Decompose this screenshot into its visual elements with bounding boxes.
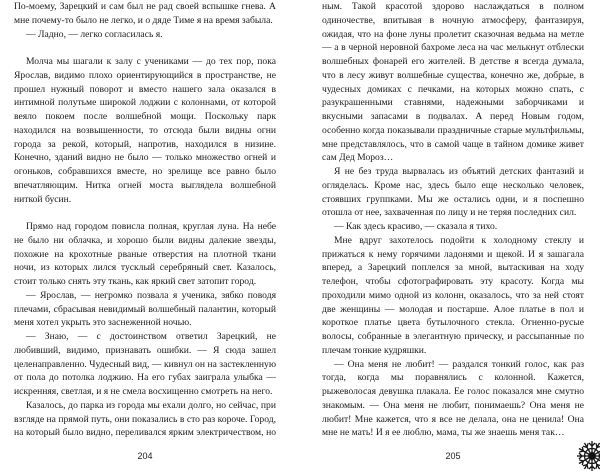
paragraph: — Ладно, — легко согласилась я. xyxy=(26,28,163,40)
paragraph: — Как здесь красиво, — сказала я тихо. xyxy=(334,221,498,232)
paragraph: ным. Такой красотой здорово наслаждаться в полном одиночестве, впитывая в ночную атмосферу, фантазируя, ожидая, что на фоне луны пролетит сказочная ведьма на метле — а в черной неровной бахроме леса на час мелькнут отблески волшебных фонарей его жителей. В детстве я всегда думала, что в лесу живут волшебные существа, конечно же, добрые, в чудесных домиках с печками, на которых можно спать, с разукрашенными ставнями, надежными заборчиками и вкусными запасами в подвалах. А перед Новым годом, особенно когда показывали праздничные старые мультфильмы, мне представлялось, что в самой чаще в тайном домике живет сам Дед Мороз… xyxy=(322,1,584,164)
page-number: 204 xyxy=(137,451,153,461)
snowflake-ornament-icon xyxy=(566,432,600,471)
paragraph: Прямо над городом повисла полная, круглая луна. На небе не было ни облачка, и хорошо были видны далекие звезды, похожие на крохотные рваные отверстия на плотной ткани ночи, из которых лился тусклый серебряный свет. Казалось, стоит только снять эту ткань, как яркий свет затопит город. xyxy=(14,221,276,287)
paragraph: По-моему, Зарецкий и сам был не рад своей вспышке гнева. А мне почему-то было не легко, и о дяде Тиме я на время забыла. xyxy=(14,1,276,26)
page-number: 205 xyxy=(445,451,461,461)
right-page xyxy=(322,0,584,440)
paragraph: — Знаю, — с достоинством ответил Зарецкий, не любивший, видимо, признавать ошибки. — Я сюда зашел целенаправленно. Чудесный вид, — кивнул он на застекленную от пола до потолка лоджию. На его губах заиграла улыбка — искренняя, светлая, и я не смела восхищенно смотреть на него. xyxy=(14,331,276,397)
paragraph: Молча мы шагали к залу с учениками — до тех пор, пока Ярослав, видимо плохо ориентирующийся в пространстве, не прошел нужный поворот и вместо нашего зала оказался в интимной полутьме широкой лоджии с колоннами, от которой веяло покоем после волшебной мощи. Поскольку парк находился на возвышенности, то отсюда были видны огни города за рекой, который, напротив, находился в низине. Конечно, зданий видно не было — только множество огней и огоньков, собравшихся вместе, но зрелище все равно было впечатляющим. Нитка огней моста выглядела волшебной ниткой бусин. xyxy=(14,56,276,205)
left-page xyxy=(14,0,276,440)
paragraph: Мне вдруг захотелось подойти к холодному стеклу и прижаться к нему горячими ладонями и щекой. И я зашагала вперед, а Зарецкий поплелся за мной, вытаскивая на ходу телефон, чтобы сфотографировать эту красоту. Когда мы проходили мимо одной из колонн, оказалось, что за ней стоят две женщины — молодая и постарше. Алое платье в пол и короткое платье цвета бутылочного стекла. Огненно-русые волосы, собранные в элегантную прическу, и рассыпанные по плечам тонкие кудряшки. xyxy=(322,234,584,356)
paragraph: Я не без труда вырвалась из объятий детских фантазий и огляделась. Кроме нас, здесь было еще несколько человек, стоявших группками. Мы же остались одни, и я поспешно отошла от нее, захваченная по лицу и не теряя последних сил. xyxy=(322,166,584,219)
paragraph: Казалось, до парка из города мы ехали долго, но сейчас, при взгляде на прямой путь, они показались в сто раз короче. Город, на который было видно, переливался ярким электричеством, но xyxy=(14,399,276,439)
paragraph: — Ярослав, — негромко позвала я ученика, зябко поводя плечами, сбрасывая невидимый волшебный палантин, который меня хотел укрыть это заснеженной ночью. xyxy=(14,289,276,329)
paragraph: — Она меня не любит! — раздался тонкий голос, как раз тогда, когда мы поравнялись с колонной. Кажется, рыжеволосая девушка плакала. Ее голос показался мне смутно знакомым. — Она меня не любит, понимаешь? Она меня не любит! Мне кажется, что я все не делала, она не ценила! Она мне не мать! И я ее люблю, мама, ты же знаешь меня так… xyxy=(322,358,584,439)
